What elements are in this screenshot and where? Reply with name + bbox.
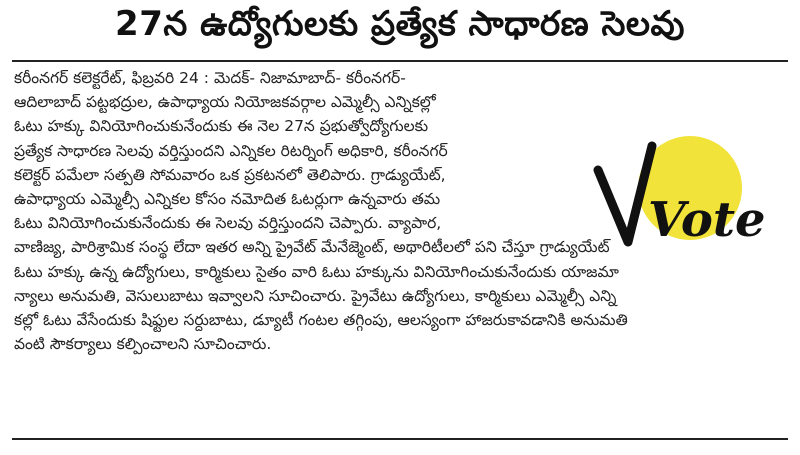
vote-checkmark <box>598 146 652 242</box>
article-line: న్యాలు అనుమతి, వెసులుబాటు ఇవ్వాలని సూచించారు. ప్రైవేటు ఉద్యోగులు, కార్మికులు ఎమ్మెల్సీ ఎన్ని <box>14 286 617 305</box>
vote-text: Vote <box>648 192 766 248</box>
top-divider <box>12 60 788 62</box>
article-line: ప్రత్యేక సాధారణ సెలవు వర్తిస్తుందని ఎన్నికల రిటర్నింగ్ అధికారి, కరీంనగర్ <box>14 141 448 160</box>
article-line: కరీంనగర్ కలెక్టరేట్, ఫిబ్రవరి 24 : మెదక్- నిజామాబాద్- కరీంనగర్- <box>14 69 406 87</box>
article-line: ఓటు వినియోగించుకునేందుకు ఈ సెలవు వర్తిస్తుందని చెప్పారు. వ్యాపార, <box>14 214 442 233</box>
article-line: వాణిజ్య, పారిశ్రామిక సంస్థ లేదా ఇతర అన్ని ప్రైవేట్ మేనేజ్మెంట్, అథారిటీలలో పని చేస్తూ గ్రాడ్యుయేట్ <box>14 238 610 257</box>
headline: 27న ఉద్యోగులకు ప్రత్యేక సాధారణ సెలవు <box>115 4 685 44</box>
vote-graphic <box>590 118 770 258</box>
article-line: ఓటు హక్కు వినియోగించుకునేందుకు ఈ నెల 27న ప్రభుత్వోద్యోగులకు <box>14 117 429 136</box>
article-line: కలెక్టర్ పమేలా సత్పతి సోమవారం ఒక ప్రకటనలో తెలిపారు. గ్రాడ్యుయేట్, <box>14 165 446 184</box>
article-line: ఓటు హక్కు ఉన్న ఉద్యోగులు, కార్మికులు సైతం వారి ఓటు హక్కును వినియోగించుకునేందుకు యాజమా <box>14 262 619 281</box>
article-line: ఉపాధ్యాయ ఎమ్మెల్సీ ఎన్నికల కోసం నమోదిత ఓటర్లుగా ఉన్నవారు తమ <box>14 189 441 208</box>
bottom-divider <box>12 438 788 440</box>
article-line: ఆదిలాబాద్ పట్టభద్రుల, ఉపాధ్యాయ నియోజకవర్గాల ఎమ్మెల్సీ ఎన్నికల్లో <box>14 93 436 112</box>
article-line: వంటి సౌకర్యాలు కల్పించాలని సూచించారు. <box>14 335 272 354</box>
article-line: కల్లో ఓటు వేసేందుకు షిఫ్టుల సర్దుబాటు, డ్యూటీ గంటల తగ్గింపు, ఆలస్యంగా హాజరుకావడానికి అనుమతి <box>14 310 628 329</box>
